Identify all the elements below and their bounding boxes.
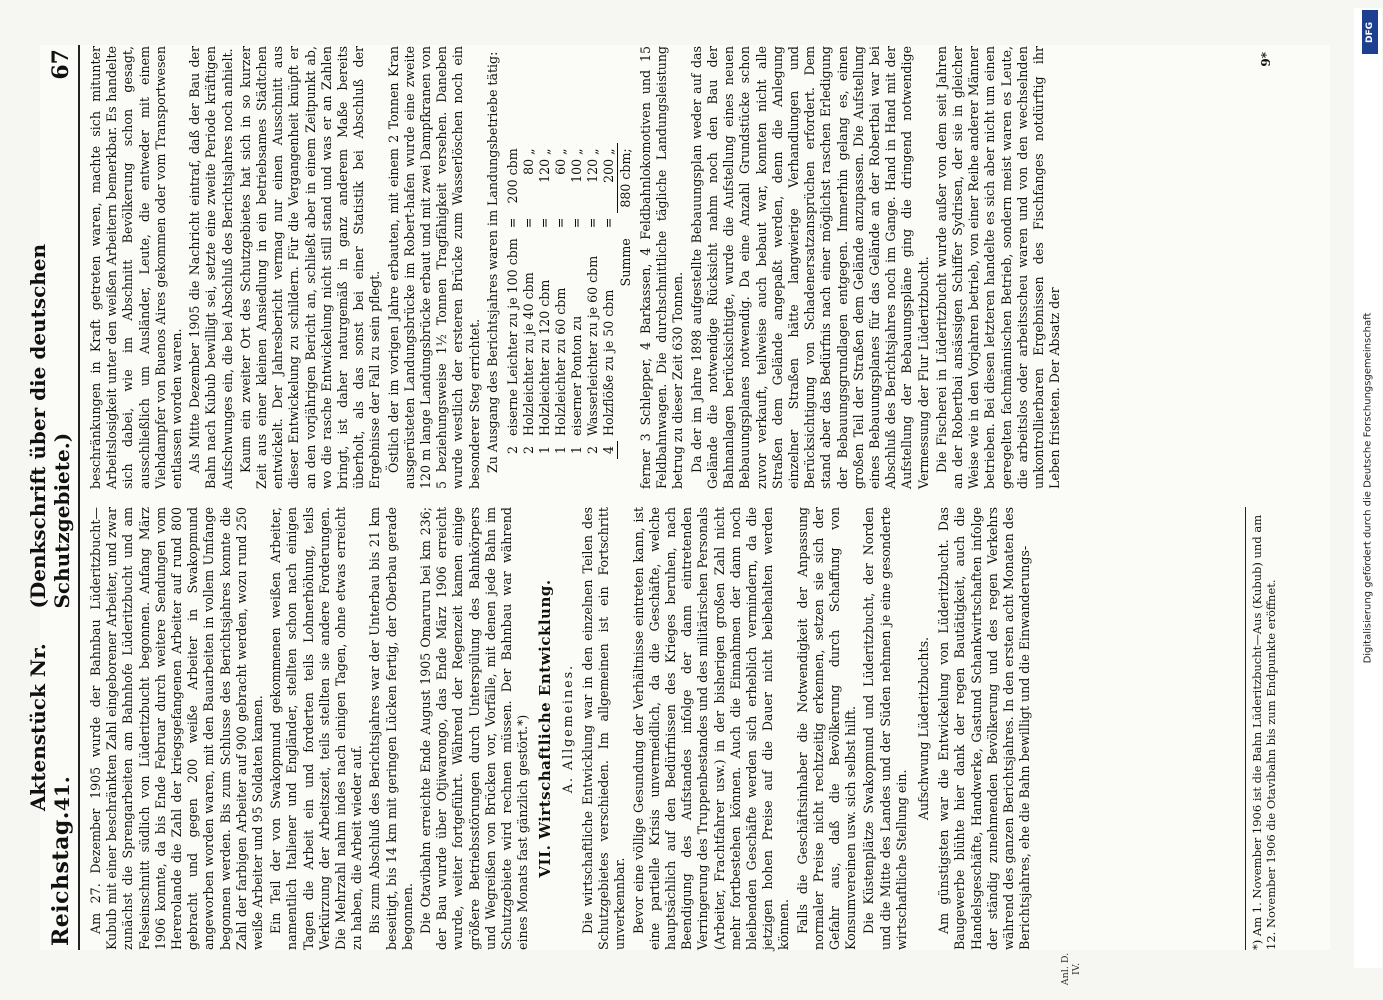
inventory-item: Holzleichter zu je 40 cbm — [521, 272, 537, 436]
inventory-row — [585, 143, 601, 459]
inventory-val: 120 „ — [537, 148, 553, 183]
digitization-credit: Digitalisierung gefördert durch die Deutsche Forschungsgemeinschaft — [1362, 312, 1374, 664]
paragraph: Als Mitte Dezember 1905 die Nachricht eintraf, daß der Bau der Bahn nach Kubub bewilligt sei, setzte eine zweite Periode kräftigen Aufschwunges ein, die bei Abschluß des Berichtsjahres noch anhielt. — [187, 46, 235, 489]
paragraph: Ein Teil der von Swakopmund gekommenen weißen Arbeiter, namentlich Italiener und Engländer, stellten schon nach einigen Tagen die Arbeit ein und forderten teils Lohnerhöhung, teils Verkürzung der Arbeitszeit, teils stellten sie andere Forderungen. Die Mehrzahl nahm indes nach einigen Tagen, ohne etwas erreicht zu haben, die Arbeit wieder auf. — [268, 507, 365, 950]
subheading: Aufschwung Lüderitzbuchts. — [915, 636, 931, 821]
inventory-row — [553, 143, 569, 459]
paragraph: Die wirtschaftliche Entwicklung war in den einzelnen Teilen des Schutzgebietes verschieden. Im allgemeinen ist ein Fortschritt unverkennbar. — [579, 507, 628, 950]
inventory-row — [601, 143, 618, 459]
inventory-table — [505, 143, 634, 459]
inventory-eq: = — [585, 217, 601, 229]
inventory-row — [521, 143, 537, 459]
inventory-val: 80 „ — [521, 148, 537, 175]
paragraph: Zu Ausgang des Berichtsjahres waren im Landungsbetriebe tätig: — [484, 51, 500, 473]
paragraph: Die Küstenplätze Swakopmund und Lüderitzbucht, der Norden und die Mitte des Landes und der Süden nehmen je eine gesonderte wirtschaftliche Stellung ein. — [861, 507, 909, 950]
inventory-qty: 1 — [553, 445, 569, 454]
paragraph: beschränkungen in Kraft getreten waren, machte sich mitunter Arbeitslosigkeit unter den weißen Arbeitern bemerkbar. Es handelte sich dabei, wie im Abschnitt Bevölkerung schon gesagt, ausschließlich um Ausländer, Leute, die entweder mit einem Viehdampfer von Buenos Aires gekommen oder vom Transportwesen entlassen worden waren. — [88, 46, 185, 489]
sum-value: 880 cbm; — [618, 143, 635, 212]
inventory-val: 100 „ — [569, 148, 585, 183]
dfg-logo: DFG — [1362, 10, 1378, 54]
inventory-eq: = — [521, 217, 537, 229]
inventory-item: Holzleichter zu 120 cbm — [537, 279, 553, 436]
page-number: 67 — [48, 49, 74, 80]
paragraph: Östlich der im vorigen Jahre erbauten, mit einem 2 Tonnen Kran ausgerüsteten Landungsbrücke im Robert-hafen wurde eine zweite 120 m lange Landungsbrücke erbaut und mit zwei Dampfkranen von 5 beziehungsweise 1½ Tonnen Tragfähigkeit versehen. Daneben wurde westlich der ersteren Brücke zum Wasserlöschen noch ein besonderer Steg errichtet. — [385, 46, 482, 489]
digitization-sidebar — [1354, 8, 1382, 968]
paragraph: Die Fischerei in Lüderitzbucht wurde außer von dem seit Jahren an der Robertbai ansässigen Schiffer Sydrisen, der sie in gleicher Weise wie in den Vorjahren betrieb, von einer Reihe anderer Männer betrieben. Bei diesen letzteren handelte es sich aber nicht um einen geregelten fachmännischen Betrieb, sondern meist waren es Leute, die arbeitslos oder arbeitsscheu waren und von den wechselnden unkontrollierbaren Ergebnissen des Fischfanges notdürftig ihr Leben fristeten. Der Absatz der — [933, 46, 1063, 489]
header-left: Reichstag. — [48, 811, 74, 946]
inventory-qty: 4 — [601, 445, 617, 454]
inventory-item: eiserner Ponton zu — [569, 315, 585, 436]
inventory-eq: = — [537, 217, 553, 229]
paragraph: Falls die Geschäftsinhaber die Notwendigkeit der Anpassung normaler Preise nicht rechtzeitig erkennen, setzen sie sich der Gefahr aus, daß die Bevölkerung durch Schaffung von Konsumvereinen usw. sich selbst hilft. — [794, 507, 859, 950]
inventory-sum-row — [618, 143, 635, 459]
subsection-title: A. Allgemeines. — [559, 663, 575, 794]
margin-note: Anl. D. IV. — [1060, 952, 1082, 986]
inventory-qty: 2 — [585, 445, 601, 454]
inventory-val: 60 „ — [553, 148, 569, 175]
paragraph: Kaum ein zweiter Ort des Schutzgebietes hat sich in so kurzer Zeit aus einer kleinen Ansiedlung in ein betriebsames Städtchen entwickelt. Der Jahresbericht vermag nur einen Ausschnitt aus dieser Entwickelung zu schildern. Für die Vergangenheit knüpft er an den vorjährigen Bericht an, schließt aber in einem Zeitpunkt ab, wo die rasche Entwickelung nicht still stand und was er an Zahlen bringt, ist daher naturgemäß in ganz anderem Maße bereits überholt, als das sonst bei einer Statistik bei Abschluß der Ergebnisse der Fall zu sein pflegt. — [237, 46, 383, 489]
signature-mark: 9* — [1258, 52, 1273, 67]
sum-label: Summe — [617, 238, 633, 287]
paragraph: Am 27. Dezember 1905 wurde der Bahnbau Lüderitzbucht—Kubub mit einer beschränkten Zahl eingeborener Arbeiter, und zwar zunächst die Sprengarbeiten am Bahnhofe Lüderitzbucht und am Felseinschnitt südlich von Lüderitzbucht begonnen. Anfang März 1906 konnte, da bis Ende Februar durch weitere Sendungen vom Hererolande die Zahl der kriegsgefangenen Arbeiter auf rund 800 gebracht und gegen 200 weiße Arbeiter in Swakopmund angeworben worden waren, mit den Bauarbeiten in vollem Umfange begonnen werden. Bis zum Schlusse des Berichtsjahres konnte die Zahl der farbigen Arbeiter auf 900 gebracht werden, wozu rund 250 weiße Arbeiter und 95 Soldaten kamen. — [88, 507, 266, 950]
inventory-row — [537, 143, 553, 459]
inventory-item: Holzflöße zu je 50 cbm — [601, 289, 617, 436]
paragraph: ferner 3 Schlepper, 4 Barkassen, 4 Feldbahnlokomotiven und 15 Feldbahnwagen. Die durchschnittliche tägliche Landungsleistung betrug zu dieser Zeit 630 Tonnen. — [638, 46, 686, 489]
inventory-val: 200 „ — [601, 148, 617, 183]
inventory-item: Wasserleichter zu je 60 cbm — [585, 255, 601, 436]
document-page — [26, 45, 1330, 986]
inventory-val: 120 „ — [585, 148, 601, 183]
inventory-qty: 2 — [505, 445, 521, 454]
inventory-item: eiserne Leichter zu je 100 cbm — [505, 238, 521, 436]
inventory-eq: = — [601, 217, 617, 229]
section-title: VII. Wirtschaftliche Entwicklung. — [536, 579, 555, 878]
footnote: *) Am 1. November 1906 ist die Bahn Lüderitzbucht—Aus (Kubub) und am 12. November 1906 die Otavibahn bis zum Endpunkte eröffnet. — [1245, 507, 1278, 950]
inventory-qty: 2 — [521, 445, 537, 454]
inventory-eq: = — [505, 217, 521, 229]
inventory-eq: = — [553, 217, 569, 229]
inventory-row — [505, 143, 521, 459]
header-center: Aktenstück Nr. 41. — [26, 643, 74, 812]
inventory-qty: 1 — [569, 445, 585, 454]
inventory-eq: = — [569, 217, 585, 229]
header-right: (Denkschrift über die deutschen Schutzgebiete.) — [26, 243, 74, 609]
inventory-val: 200 cbm — [505, 148, 521, 204]
right-column — [88, 46, 1273, 489]
inventory-row — [569, 143, 585, 459]
paragraph: Bis zum Abschluß des Berichtsjahres war der Unterbau bis 21 km beseitigt, bis 14 km mit geringen Lücken fertig, der Oberbau gerade begonnen. — [367, 507, 415, 950]
paragraph: Am günstigsten war die Entwickelung von Lüderitzbucht. Das Baugewerbe blühte hier dank der regen Bautätigkeit, auch die Handelsgeschäfte, Handwerke, Gastund Schankwirtschaften infolge der ständig zunehmenden Bevölkerung und des regen Verkehrs während des ganzen Berichtsjahres. In den ersten acht Monaten des Berichtsjahres, ehe die Bahn bewilligt und die Einwanderungs- — [936, 507, 1033, 950]
page-header — [26, 45, 80, 950]
left-column — [88, 507, 1268, 950]
paragraph: Die Otavibahn erreichte Ende August 1905 Omaruru bei km 236; der Bau wurde über Otjiwarongo, das Ende März 1906 erreicht wurde, weiter fortgeführt. Während der Regenzeit kamen einige größere Betriebsstörungen durch Unterspülung des Bahnkörpers und Wegreißen von Brücken vor, Vorfälle, mit denen jede Bahn im Schutzgebiete wird rechnen müssen. Der Bahnbau war während eines Monats fast gänzlich gestört.*) — [418, 507, 531, 950]
inventory-qty: 1 — [537, 445, 553, 454]
inventory-item: Holzleichter zu 60 cbm — [553, 287, 569, 436]
paragraph: Da der im Jahre 1898 aufgestellte Bebauungsplan weder auf das Gelände die notwendige Rücksicht nahm noch den Bau der Bahnanlagen berücksichtigte, wurde die Aufstellung eines neuen Bebauungsplanes notwendig. Da eine Anzahl Grundstücke schon zuvor verkauft, teilweise auch bebaut war, konnten nicht alle Straßen dem Gelände angepaßt werden, denn die Anlegung einzelner Straßen hätte langwierige Verhandlungen und Berücksichtigung von Schadenersatzansprüchen erfordert. Dem stand aber das Bedürfnis nach einer möglichst raschen Erledigung der Bebauungsgrundlagen entgegen. Immerhin gelang es, einen großen Teil der Straßen dem Gelände anzupassen. Die Aufstellung eines Bebauungsplanes für das Gelände an der Robertbai war bei Abschluß des Berichtsjahres noch im Gange. Hand in Hand mit der Aufstellung der Bebauungspläne ging die dringend notwendige Vermessung der Flur Lüderitzbucht. — [688, 46, 931, 489]
paragraph: Bevor eine völlige Gesundung der Verhältnisse eintreten kann, ist eine partielle Krisis unvermeidlich, da die Geschäfte, welche hauptsächlich auf den Bedürfnissen des Krieges beruhen, nach Beendigung des Aufstandes infolge der dann eintretenden Verringerung des Truppenbestandes und des militärischen Personals (Arbeiter, Frachtfahrer usw.) in der bisherigen großen Zahl nicht mehr fortbestehen können. Auch die Einnahmen der dann noch bleibenden Geschäfte werden sich erheblich vermindern, da die jetzigen hohen Preise auf die Dauer nicht beibehalten werden können. — [630, 507, 792, 950]
